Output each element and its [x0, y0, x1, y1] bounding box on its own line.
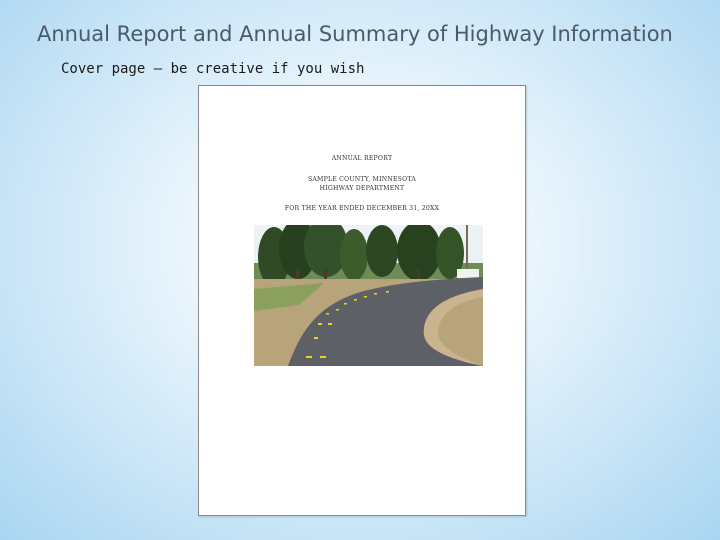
cover-heading: ANNUAL REPORT [331, 155, 393, 162]
cover-page-image [198, 85, 526, 516]
slide-subtitle: Cover page – be creative if you wish [61, 61, 365, 77]
road-photo-icon [254, 225, 483, 366]
slide-title: Annual Report and Annual Summary of Highway Information [37, 22, 673, 46]
cover-department: HIGHWAY DEPARTMENT [319, 185, 405, 192]
cover-year: FOR THE YEAR ENDED DECEMBER 31, 20XX [284, 205, 440, 212]
cover-county: SAMPLE COUNTY, MINNESOTA [307, 176, 417, 183]
